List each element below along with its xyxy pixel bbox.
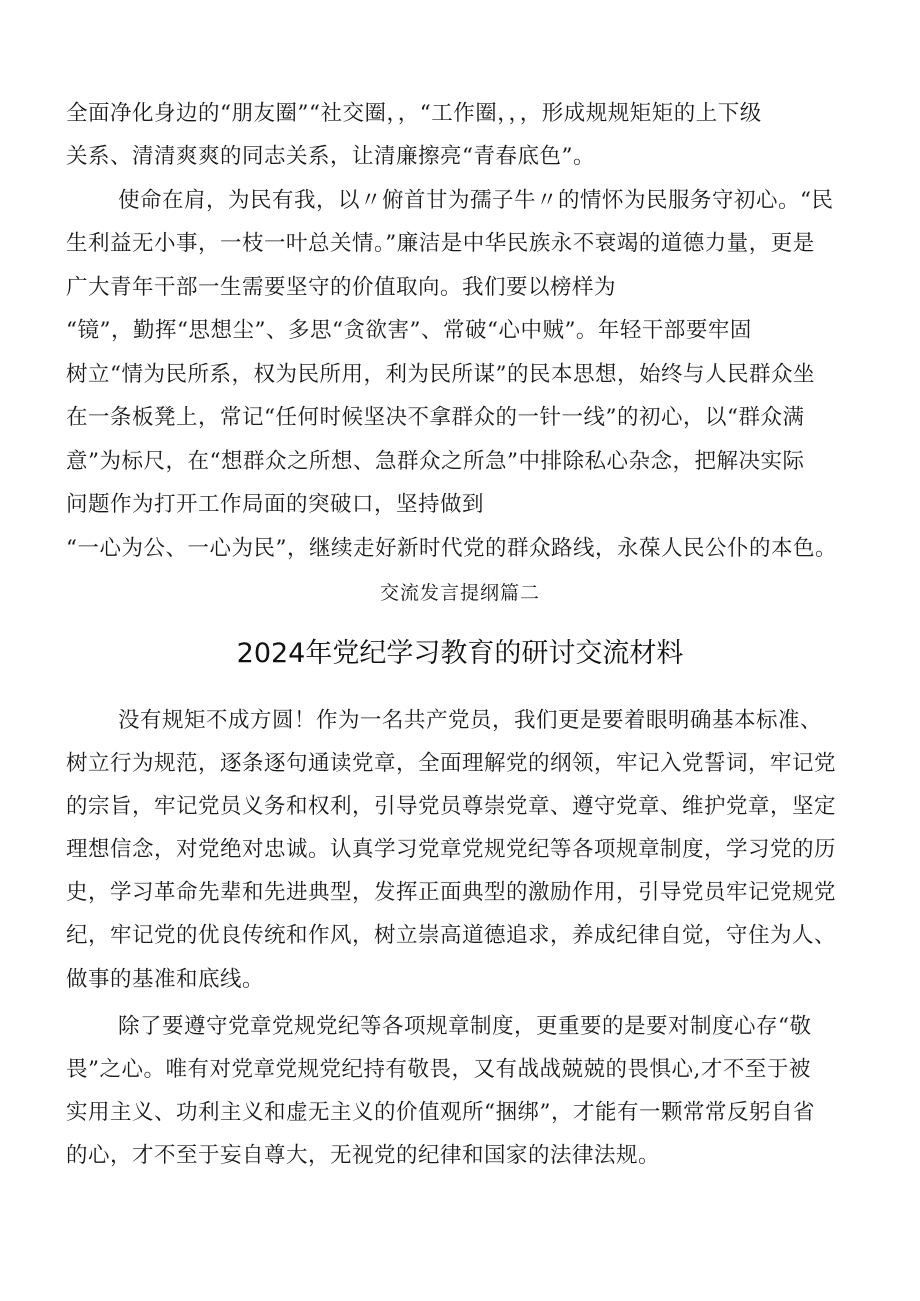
paragraph-line: 的宗旨，牢记党员义务和权利，引导党员尊崇党章、遵守党章、维护党章，坚定 — [66, 794, 837, 819]
paragraph-line: 问题作为打开工作局面的突破口，坚持做到 — [66, 492, 485, 517]
paragraph-line: 除了要遵守党章党规党纪等各项规章制度，更重要的是要对制度心存“敬 — [118, 1014, 812, 1039]
paragraph-line: 生利益无小事，一枝一叶总关情。”廉洁是中华民族永不衰竭的道德力量，更是 — [66, 231, 815, 256]
paragraph-line: 纪，牢记党的优良传统和作风，树立崇高道德追求，养成纪律自觉，守住为人、 — [66, 923, 837, 948]
document-title: 2024年党纪学习教育的研讨交流材料 — [236, 638, 684, 669]
paragraph-line: 树立“情为民所系，权为民所用，利为民所谋”的民本思想，始终与人民群众坐 — [66, 362, 815, 387]
section-subtitle: 交流发言提纲篇二 — [379, 582, 540, 604]
paragraph-line: 没有规矩不成方圆！作为一名共产党员，我们更是要着眼明确基本标准、 — [118, 708, 823, 733]
paragraph-line: “一心为公、一心为民”，继续走好新时代党的群众路线，永葆人民公仆的本色。 — [66, 536, 837, 561]
paragraph-line: 意”为标尺，在“想群众之所想、急群众之所急”中排除私心杂念，把解决实际 — [66, 449, 805, 474]
paragraph-line: 在一条板凳上，常记“任何时候坚决不拿群众的一针一线”的初心，以“群众满 — [66, 405, 805, 430]
paragraph-line: 关系、清清爽爽的同志关系，让清廉擦亮“青春底色”。 — [66, 144, 595, 169]
paragraph-line: 的心，才不至于妄自尊大，无视党的纪律和国家的法律法规。 — [66, 1143, 661, 1168]
paragraph-line: 史，学习革命先辈和先进典型，发挥正面典型的激励作用，引导党员牢记党规党 — [66, 880, 837, 905]
paragraph-line: 实用主义、功利主义和虚无主义的价值观所“捆绑”，才能有一颗常常反躬自省 — [66, 1100, 815, 1125]
paragraph-line: 做事的基准和底线。 — [66, 967, 265, 992]
paragraph-line: 广大青年干部一生需要坚守的价值取向。我们要以榜样为 — [66, 275, 617, 300]
paragraph-line: “镜”，勤挥“思想尘”、多思“贪欲害”、常破“心中贼”。年轻干部要牢固 — [66, 318, 752, 343]
paragraph-line: 理想信念，对党绝对忠诚。认真学习党章党规党纪等各项规章制度，学习党的历 — [66, 837, 837, 862]
paragraph-line: 全面净化身边的“朋友圈”“社交圈，，“工作圈，，，形成规规矩矩的上下级 — [66, 101, 762, 126]
paragraph-line: 畏”之心。唯有对党章党规党纪持有敬畏，又有战战兢兢的畏惧心,才不至于被 — [66, 1057, 811, 1082]
paragraph-line: 树立行为规范，逐条逐句通读党章，全面理解党的纲领，牢记入党誓词，牢记党 — [66, 751, 837, 776]
paragraph-line: 使命在肩，为民有我，以〃俯首甘为孺子牛〃的情怀为民服务守初心。“民 — [118, 188, 834, 213]
